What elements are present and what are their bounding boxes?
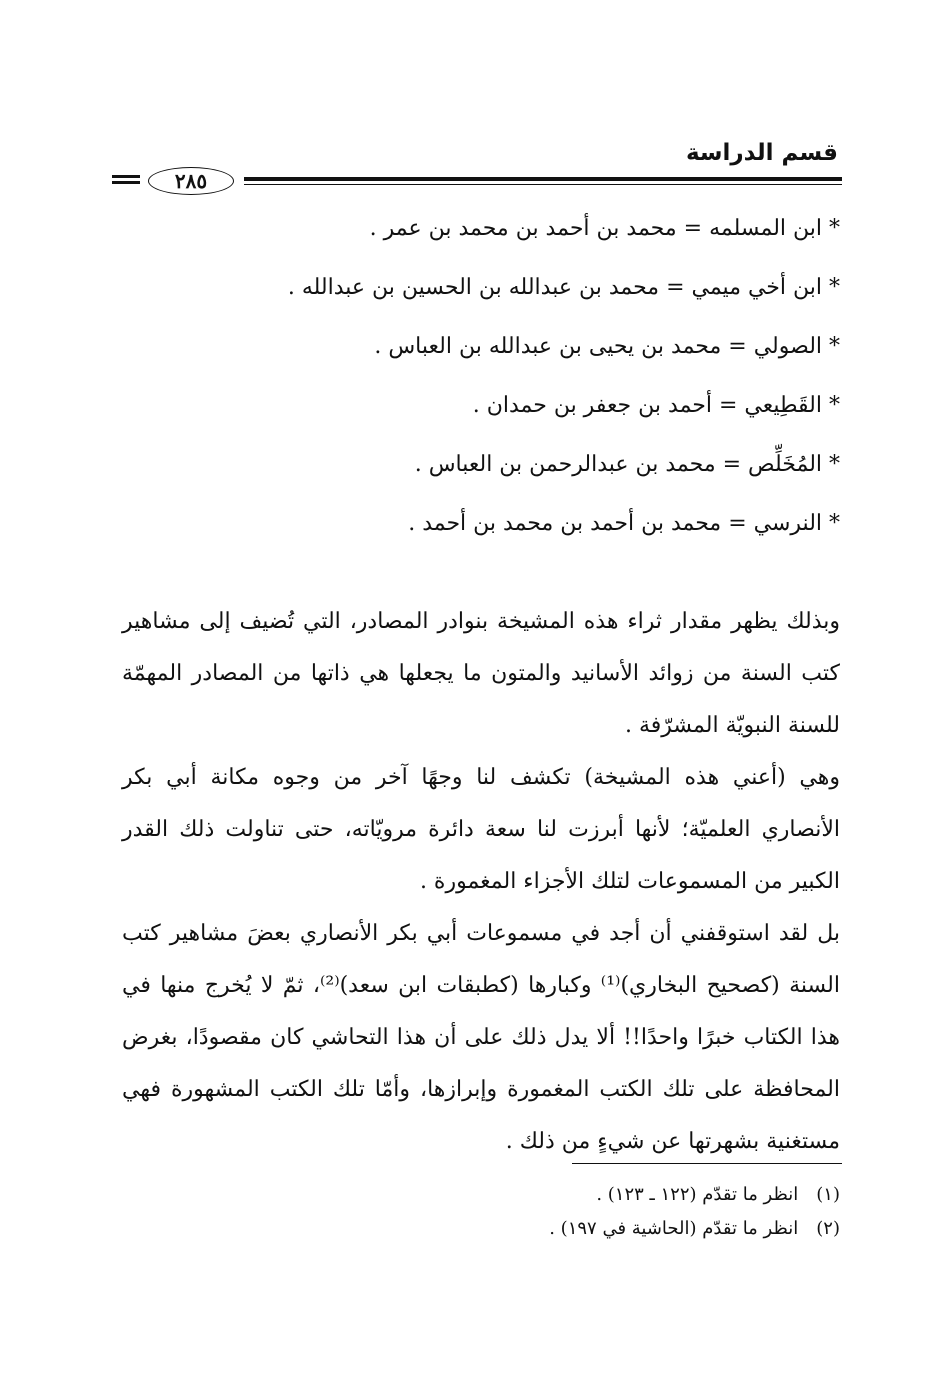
footnote-number: (١) xyxy=(816,1184,840,1205)
list-item: * ابن المسلمه = محمد بن أحمد بن محمد بن عمر . xyxy=(369,216,840,241)
header-rule-thin xyxy=(244,184,842,185)
paragraph-avoidance: بل لقد استوقفني أن أجد في مسموعات أبي بكر الأنصاري بعضَ مشاهير كتب السنة (كصحيح البخاري)⁽¹⁾ وكبارها (كطبقات ابن سعد)⁽²⁾، ثمّ لا يُخرج منها في هذا الكتاب خبرًا واحدًا!! ألا يدل ذلك على أن هذا التحاشي كان مقصودًا، بغرض المحافظة على تلك الكتب المغمورة وإبرازها، وأمّا تلك الكتب المشهورة فهي مستغنية بشهرتها عن شيءٍ من ذلك . xyxy=(122,921,840,1154)
footnote-number: (٢) xyxy=(816,1218,840,1239)
footnote xyxy=(240,1178,840,1212)
footnote-text: انظر ما تقدّم (١٢٢ ـ ١٢٣) . xyxy=(596,1184,799,1205)
footnote xyxy=(240,1212,840,1246)
footnotes xyxy=(240,1178,840,1246)
list-item: * القَطِيعي = أحمد بن جعفر بن حمدان . xyxy=(472,393,840,418)
footnote-separator xyxy=(572,1163,842,1164)
page-number: ٢٨٥ xyxy=(148,167,234,195)
list-item: * المُخَلِّص = محمد بن عبدالرحمن بن العباس . xyxy=(414,452,840,477)
paragraph-scholarly-status: وهي (أعني هذه المشيخة) تكشف لنا وجهًا آخر من وجوه مكانة أبي بكر الأنصاري العلميّة؛ لأنها أبرزت لنا سعة دائرة مرويّاته، حتى تناولت ذلك القدر الكبير من المسموعات لتلك الأجزاء المغمورة . xyxy=(122,765,840,894)
header-rule-thick xyxy=(244,177,842,181)
footnote-text: انظر ما تقدّم (الحاشية في ١٩٧) . xyxy=(549,1218,799,1239)
paragraph-sources-richness: وبذلك يظهر مقدار ثراء هذه المشيخة بنوادر المصادر، التي تُضيف إلى مشاهير كتب السنة من زوائد الأسانيد والمتون ما يجعلها هي ذاتها من المصادر المهمّة للسنة النبويّة المشرّفة . xyxy=(122,609,840,738)
list-item: * ابن أخي ميمي = محمد بن عبدالله بن الحسين بن عبدالله . xyxy=(287,275,840,300)
header-ornament xyxy=(112,175,140,187)
list-item: * الصولي = محمد بن يحيى بن عبدالله بن العباس . xyxy=(374,334,840,359)
section-title: قسم الدراسة xyxy=(685,140,838,166)
alias-list xyxy=(220,214,840,568)
list-item: * النرسي = محمد بن أحمد بن محمد بن أحمد . xyxy=(408,511,840,536)
